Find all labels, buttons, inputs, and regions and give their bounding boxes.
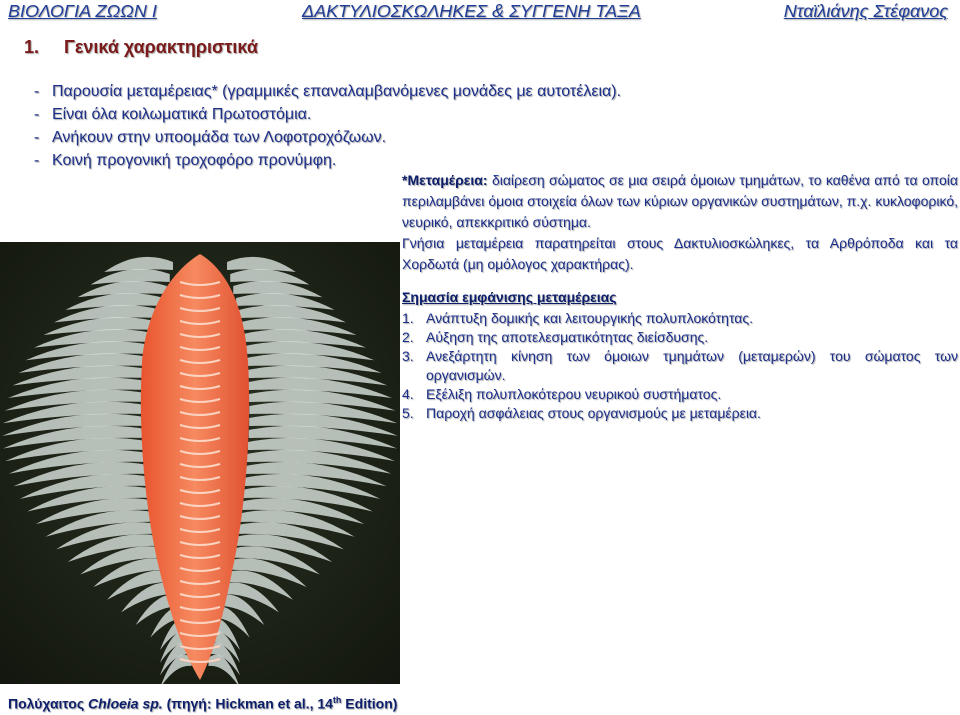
page-header [0,0,960,24]
list-item: 5. Παροχή ασφάλειας στους οργανισμούς με μεταμέρεια. [402,405,761,421]
fireworm-photo [0,242,400,684]
section-title: Γενικά χαρακτηριστικά [64,37,258,57]
significance-block [402,288,958,423]
definition-text [402,170,958,233]
section-number: 1. [24,37,40,57]
metamerism-definition [402,170,958,275]
chapter-title: ΔΑΚΤΥΛΙΟΣΚΩΛΗΚΕΣ & ΣΥΓΓΕΝΗ ΤΑΞΑ [302,1,641,21]
photo-caption: Πολύχαιτος Chloeia sp. (πηγή: Hickman et al., 14th Edition) [8,695,398,712]
list-item: 3. Ανεξάρτητη κίνηση των όμοιων τμημάτων (μεταμερών) του σώματος των οργανισμών. [402,348,958,383]
definition-note: Γνήσια μεταμέρεια παρατηρείται στους Δακτυλιοσκώληκες, τα Αρθρόποδα και τα Χορδωτά (μη ομόλογος χαρακτήρας). [402,235,958,272]
genus-name: Chloeia sp. [88,695,163,712]
definition-body: διαίρεση σώματος σε μια σειρά όμοιων τμημάτων, το καθένα από τα οποία περιλαμβάνει όμοια στοιχεία όλων των κύριων οργανικών συστημάτων, π.χ. κυκλοφορικό, νευρικό, απεκκριτικό σύστημα. [402,172,958,230]
list-item: 4. Εξέλιξη πολυπλοκότερου νευρικού συστήματος. [402,386,722,402]
significance-title: Σημασία εμφάνισης μεταμέρειας [402,289,617,305]
author-name: Νταϊλιάνης Στέφανος [783,1,948,21]
list-item: - Παρουσία μεταμέρειας* (γραμμικές επαναλαμβανόμενες μονάδες με αυτοτέλεια). [34,83,622,100]
characteristics-list [34,80,621,172]
list-item: 1. Ανάπτυξη δομικής και λειτουργικής πολυπλοκότητας. [402,310,754,326]
list-item: 2. Αύξηση της αποτελεσματικότητας διείσδυσης. [402,329,709,345]
course-title: ΒΙΟΛΟΓΙΑ ΖΩΩΝ Ι [8,1,157,21]
polychaete-illustration [0,242,400,684]
list-item: - Ανήκουν στην υποομάδα των Λοφοτροχόζωων. [34,129,387,146]
definition-term: *Μεταμέρεια: [402,172,488,188]
list-item: - Κοινή προγονική τροχοφόρο προνύμφη. [34,152,337,169]
significance-list [402,309,958,423]
section-heading [24,36,258,58]
list-item: - Είναι όλα κοιλωματικά Πρωτοστόμια. [34,106,312,123]
